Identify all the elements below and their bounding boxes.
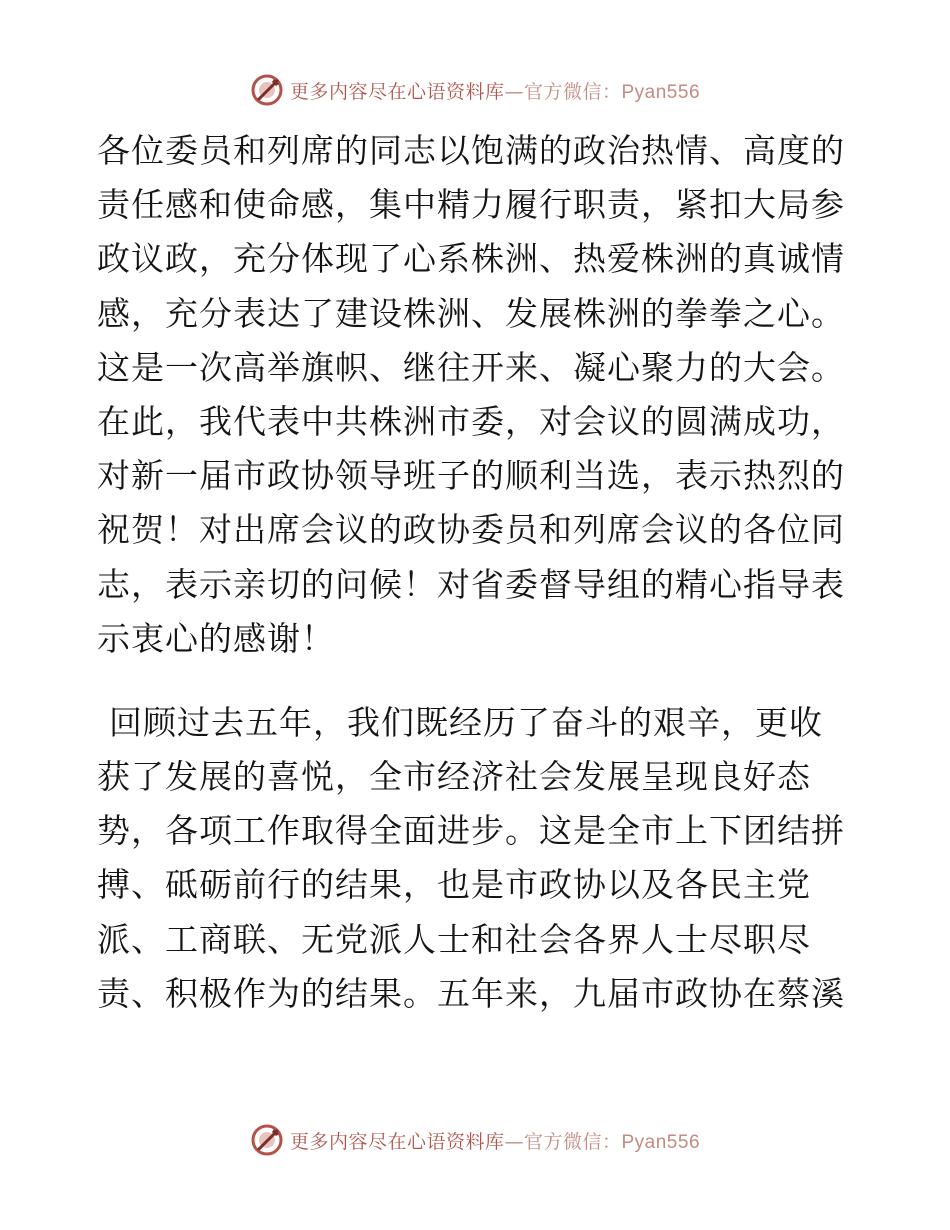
header-watermark [0, 70, 950, 110]
text-line: 回顾过去五年，我们既经历了奋斗的艰辛，更收 [109, 702, 823, 742]
text-line: 示衷心的感谢！ [97, 618, 335, 658]
text-line: 祝贺！对出席会议的政协委员和列席会议的各位同 [97, 510, 845, 550]
watermark-text [290, 77, 700, 104]
text-line: 获了发展的喜悦，全市经济社会发展呈现良好态 [97, 757, 811, 797]
document-body [97, 124, 857, 1021]
brand-logo-icon [250, 73, 284, 107]
text-line: 搏、砥砺前行的结果，也是市政协以及各民主党 [97, 865, 811, 905]
paragraph-spacer [97, 666, 857, 696]
watermark-wechat-id: Pyan556 [621, 81, 701, 103]
text-line: 各位委员和列席的同志以饱满的政治热情、高度的 [97, 131, 845, 170]
text-line: 在此，我代表中共株洲市委，对会议的圆满成功， [97, 401, 845, 441]
paragraph-1 [97, 124, 857, 666]
text-line: 感，充分表达了建设株洲、发展株洲的拳拳之心。 [97, 293, 845, 333]
watermark-brand: 更多内容尽在心语资料库 [289, 1130, 505, 1153]
text-line: 志，表示亲切的问候！对省委督导组的精心指导表 [97, 564, 845, 604]
watermark-brand: 更多内容尽在心语资料库 [289, 80, 505, 103]
text-line: 责、积极作为的结果。五年来，九届市政协在蔡溪 [97, 973, 845, 1013]
watermark-separator: —官方微信： [504, 80, 622, 103]
watermark-separator: —官方微信： [504, 1130, 622, 1153]
watermark-text [290, 1127, 700, 1154]
paragraph-2 [97, 696, 857, 1021]
brand-logo-icon [250, 1123, 284, 1157]
text-line: 责任感和使命感，集中精力履行职责，紧扣大局参 [97, 185, 845, 225]
text-line: 势，各项工作取得全面进步。这是全市上下团结拼 [97, 811, 845, 851]
footer-watermark [0, 1120, 950, 1160]
text-line: 这是一次高举旗帜、继往开来、凝心聚力的大会。 [97, 347, 845, 387]
text-line: 对新一届市政协领导班子的顺利当选，表示热烈的 [97, 456, 845, 496]
text-line: 派、工商联、无党派人士和社会各界人士尽职尽 [97, 919, 811, 959]
text-line: 政议政，充分体现了心系株洲、热爱株洲的真诚情 [97, 239, 845, 279]
watermark-wechat-id: Pyan556 [621, 1131, 701, 1153]
